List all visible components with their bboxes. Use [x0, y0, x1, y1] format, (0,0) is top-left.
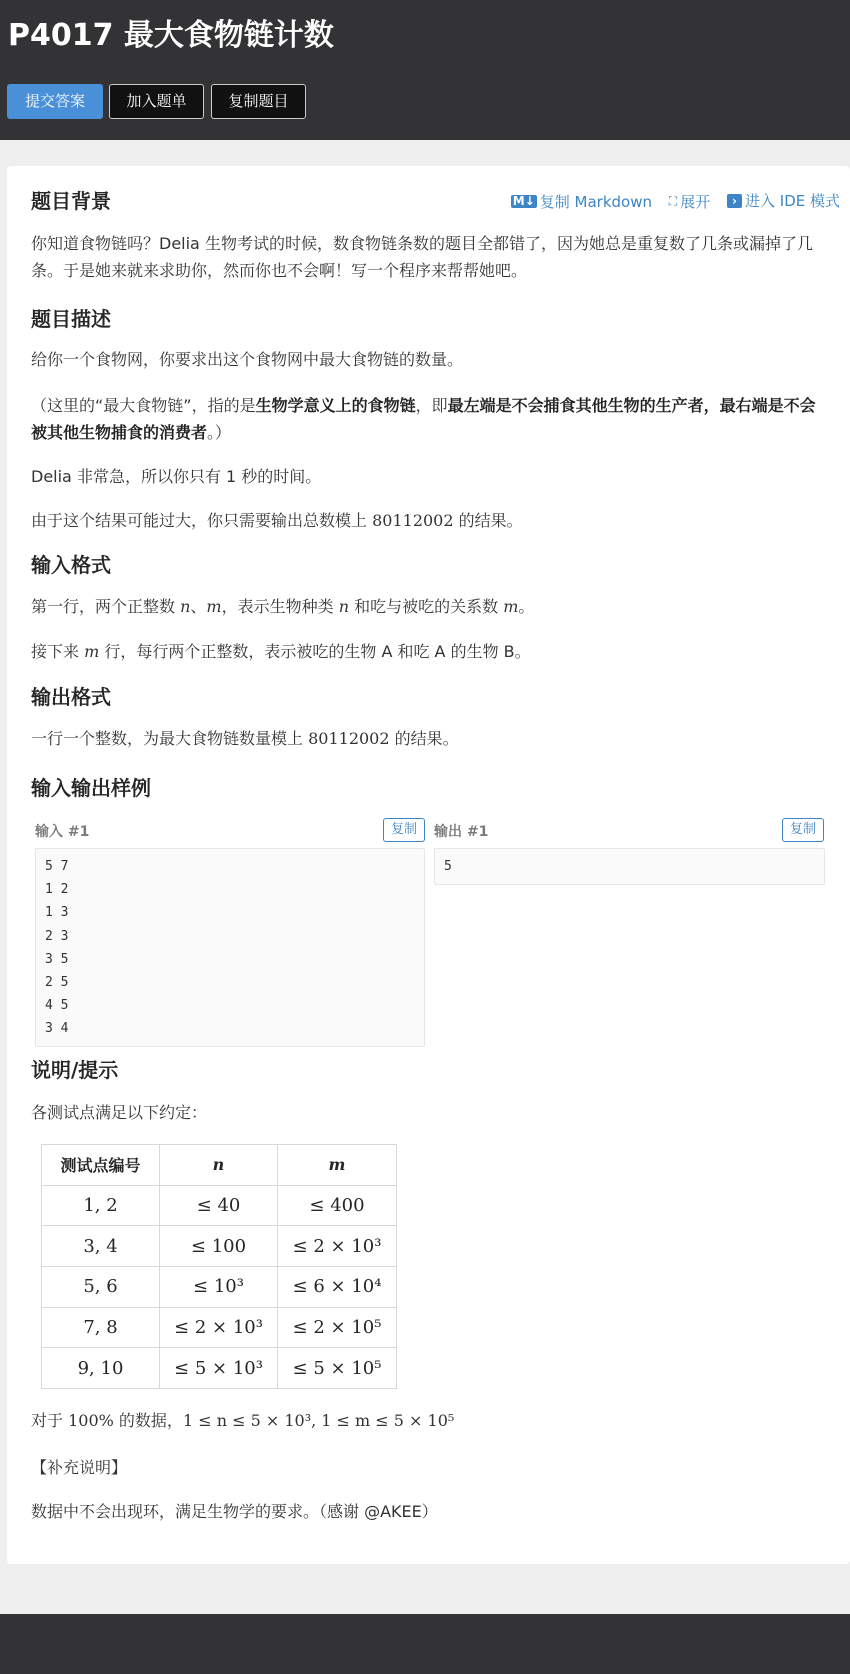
table-cell: ≤ 2 × 10³ [160, 1307, 278, 1348]
copy-markdown-label: 复制 Markdown [539, 192, 653, 211]
expand-link[interactable] [669, 191, 710, 212]
bold-definition: 最左端是不会捕食其他生物的生产者，最右端是不会被其他生物捕食的消费者 [31, 396, 816, 442]
table-cell: ≤ 5 × 10³ [160, 1348, 278, 1389]
submit-answer-button[interactable]: 提交答案 [7, 84, 103, 119]
table-cell: ≤ 10³ [160, 1267, 278, 1308]
ide-mode-link[interactable] [727, 190, 840, 211]
table-cell: ≤ 2 × 10⁵ [278, 1307, 397, 1348]
description-p4: 由于这个结果可能过大，你只需要输出总数模上 80112002 的结果。 [31, 511, 523, 530]
description-p2: （这里的“最大食物链”，指的是生物学意义上的食物链，即最左端是不会捕食其他生物的生产者，最右端是不会被其他生物捕食的消费者。） [31, 396, 816, 442]
expand-label: 展开 [680, 192, 711, 211]
table-cell: 9, 10 [42, 1348, 160, 1389]
description-p3: Delia 非常急，所以你只有 1 秒的时间。 [31, 467, 322, 486]
problem-toolbar [499, 190, 840, 212]
copy-problem-button[interactable]: 复制题目 [211, 84, 306, 119]
copy-markdown-link[interactable] [511, 191, 652, 212]
table-header: 测试点编号 [42, 1145, 160, 1186]
table-row [42, 1307, 397, 1348]
bold-food-chain: 生物学意义上的食物链 [255, 396, 416, 415]
constraints-table [41, 1144, 397, 1389]
background-heading: 题目背景 [31, 189, 111, 213]
expand-icon: ⛶ [668, 193, 678, 208]
description-heading: 题目描述 [31, 307, 111, 331]
table-header: m [278, 1145, 397, 1186]
problem-card [7, 166, 850, 1564]
sample-output-block[interactable]: 5 [434, 848, 825, 885]
hint-intro: 各测试点满足以下约定： [31, 1103, 208, 1122]
output-format-text: 一行一个整数，为最大食物链数量模上 80112002 的结果。 [31, 729, 459, 748]
all-data-constraint: 对于 100% 的数据，1 ≤ n ≤ 5 × 10³, 1 ≤ m ≤ 5 × 10⁵ [31, 1411, 455, 1430]
copy-input-button[interactable]: 复制 [383, 818, 425, 842]
samples-heading: 输入输出样例 [31, 776, 151, 800]
output-format-heading: 输出格式 [31, 685, 111, 709]
supplement-text: 数据中不会出现环，满足生物学的要求。（感谢 @AKEE） [31, 1502, 438, 1521]
table-cell: 1, 2 [42, 1185, 160, 1226]
background-text: 你知道食物链吗？Delia 生物考试的时候，数食物链条数的题目全都错了，因为她总是重复数了几条或漏掉了几条。于是她来就来求助你，然而你也不会啊！写一个程序来帮帮她吧。 [31, 234, 813, 280]
terminal-icon: › [727, 194, 742, 208]
description-p1: 给你一个食物网，你要求出这个食物网中最大食物链的数量。 [31, 350, 464, 369]
input-format-line2: 接下来 m 行，每行两个正整数，表示被吃的生物 A 和吃 A 的生物 B。 [31, 642, 531, 661]
page-footer [0, 1614, 850, 1674]
hint-heading: 说明/提示 [31, 1058, 119, 1082]
table-row [42, 1348, 397, 1389]
table-cell: ≤ 6 × 10⁴ [278, 1267, 397, 1308]
sample-input-block[interactable]: 5 7 1 2 1 3 2 3 3 5 2 5 4 5 3 4 [35, 848, 425, 1047]
page-header [0, 0, 850, 140]
supplement-title: 【补充说明】 [31, 1458, 128, 1477]
table-cell: ≤ 40 [160, 1185, 278, 1226]
table-cell: ≤ 2 × 10³ [278, 1226, 397, 1267]
table-cell: ≤ 5 × 10⁵ [278, 1348, 397, 1389]
ide-mode-label: 进入 IDE 模式 [745, 192, 840, 210]
table-cell: 5, 6 [42, 1267, 160, 1308]
input-format-line1: 第一行，两个正整数 n、m，表示生物种类 n 和吃与被吃的关系数 m。 [31, 597, 535, 616]
table-cell: ≤ 400 [278, 1185, 397, 1226]
input-format-heading: 输入格式 [31, 553, 111, 577]
table-row [42, 1267, 397, 1308]
markdown-icon: M↓ [512, 193, 535, 208]
output-sample-label: 输出 #1 [434, 824, 489, 840]
table-row [42, 1185, 397, 1226]
table-header-row [42, 1145, 397, 1186]
page-title: P4017 最大食物链计数 [8, 18, 334, 53]
table-cell: 3, 4 [42, 1226, 160, 1267]
table-row [42, 1226, 397, 1267]
table-cell: 7, 8 [42, 1307, 160, 1348]
copy-output-button[interactable]: 复制 [782, 818, 824, 842]
table-header: n [160, 1145, 278, 1186]
input-sample-label: 输入 #1 [35, 824, 90, 840]
add-to-list-button[interactable]: 加入题单 [109, 84, 204, 119]
table-cell: ≤ 100 [160, 1226, 278, 1267]
